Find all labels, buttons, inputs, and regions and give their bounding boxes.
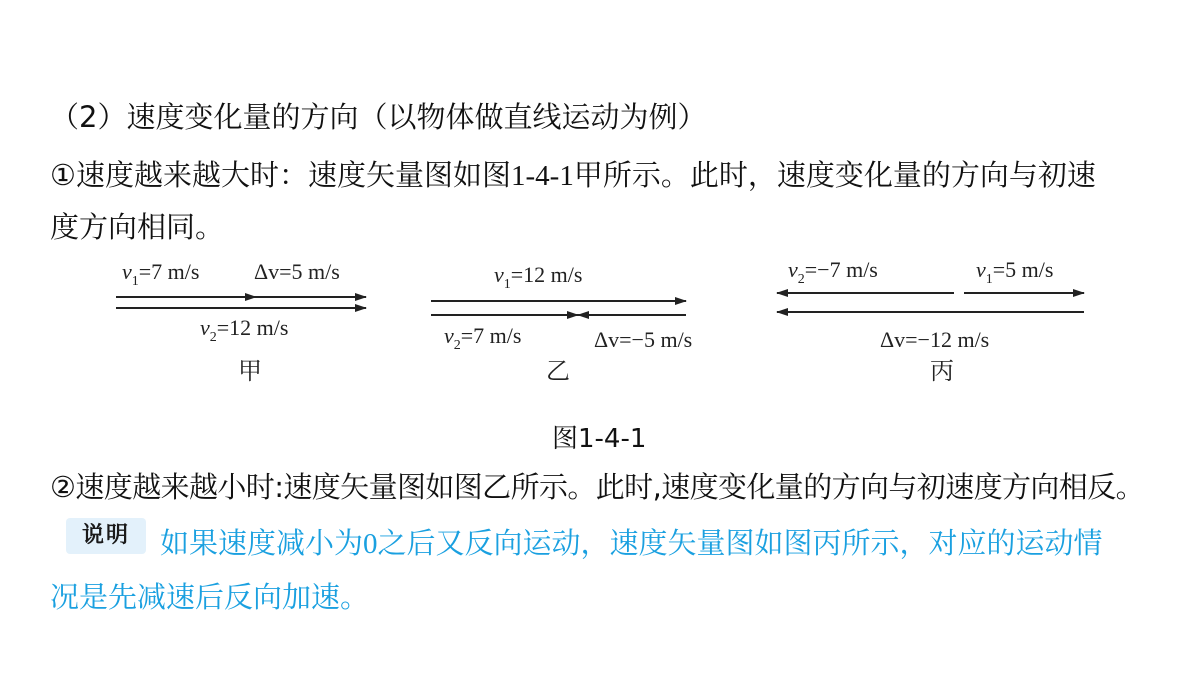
point-1-figure-ref: 1-4-1 — [511, 160, 574, 192]
diagram-bing — [777, 257, 1084, 385]
note-line-2 — [50, 580, 369, 615]
point-1-line-2 — [50, 210, 224, 245]
yi-caption: 乙 — [546, 359, 570, 385]
point-1-text-c: 度方向相同。 — [50, 210, 225, 244]
point-1-text-a: ①速度越来越大时：速度矢量图如图 — [50, 158, 511, 192]
note-text-b: 之后又反向运动，速度矢量图如图丙所示，对应的运动情 — [377, 526, 1103, 560]
point-2-line — [50, 470, 1144, 505]
point-1-line-1 — [50, 158, 1096, 194]
bing-dv-label: Δv=−12 m/s — [880, 327, 990, 352]
note-zero: 0 — [363, 528, 378, 560]
jia-v1-label: $v_1=7$ m/s — [122, 259, 200, 289]
vector-diagrams-svg — [100, 255, 1120, 395]
figure-caption: 图1-4-1 — [552, 424, 647, 454]
note-line-1 — [160, 526, 1103, 562]
jia-dv-label: Δv=5 m/s — [254, 259, 340, 284]
point-2-text: ②速度越来越小时:速度矢量图如图乙所示。此时,速度变化量的方向与初速度方向相反。 — [50, 470, 1144, 504]
bing-caption: 丙 — [930, 359, 954, 385]
velocity-vector-figure — [100, 255, 1120, 395]
jia-caption: 甲 — [238, 359, 262, 385]
yi-v1-label: $v_1=12$ m/s — [494, 262, 583, 292]
diagram-yi — [431, 262, 692, 385]
note-badge: 说明 — [66, 518, 146, 554]
diagram-jia — [116, 259, 366, 385]
jia-v2-label: $v_2=12$ m/s — [200, 315, 289, 345]
point-1-text-b: 甲所示。此时，速度变化量的方向与初速 — [573, 158, 1096, 192]
section-heading — [50, 100, 706, 135]
heading-text: （2）速度变化量的方向（以物体做直线运动为例） — [50, 100, 707, 134]
note-text-a: 如果速度减小为 — [160, 526, 364, 560]
yi-v2-label: $v_2=7$ m/s — [444, 323, 522, 353]
bing-v2-label: $v_2=-7$ m/s — [788, 257, 878, 287]
note-text-c: 况是先减速后反向加速。 — [50, 580, 370, 614]
yi-dv-label: Δv=−5 m/s — [594, 327, 693, 352]
bing-v1-label: $v_1=5$ m/s — [976, 257, 1054, 287]
